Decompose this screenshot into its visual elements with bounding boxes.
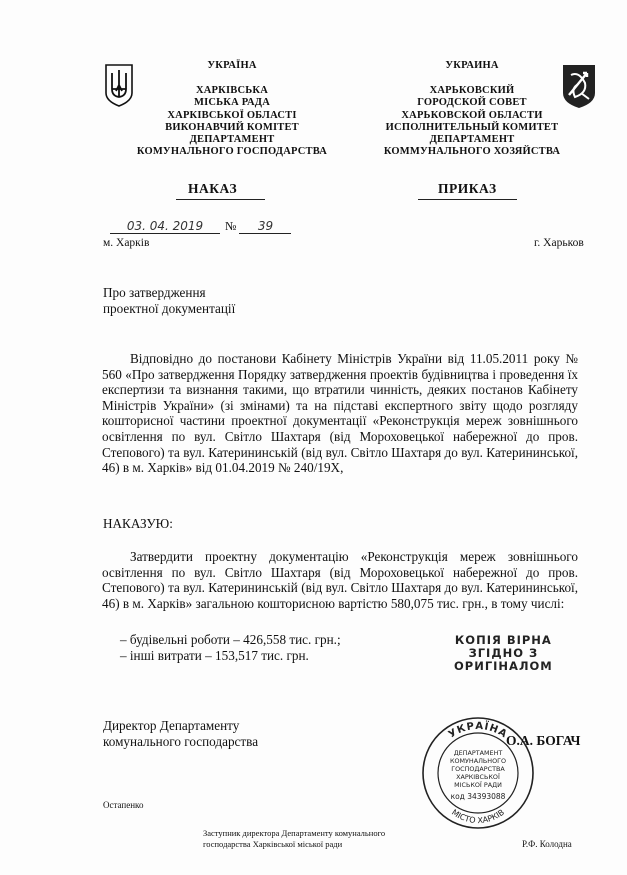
- signature-position-line: комунального господарства: [103, 734, 259, 749]
- doc-title-ru: ПРИКАЗ: [418, 181, 517, 200]
- city-ua: м. Харків: [103, 237, 150, 249]
- seal-ring-top: УКРАЇНА: [446, 720, 510, 741]
- seal-code: код 34393088: [450, 792, 506, 801]
- seal-center-line: ДЕПАРТАМЕНТ: [453, 749, 503, 757]
- seal-center-line: МІСЬКОЇ РАДИ: [454, 781, 502, 789]
- header-ru-line: ДЕПАРТАМЕНТ: [429, 134, 515, 146]
- signature-position-line: Директор Департаменту: [103, 718, 240, 733]
- preamble-paragraph: Відповідно до постанови Кабінету Міністрів України від 11.05.2011 року № 560 «Про затвердження Порядку затвердження проектів будівництва і проведення їх експертизи та визнання такими, що втратили чинність, деяких постанов Кабінету Міністрів України» (зі змінами) та на підставі експертного звіту щодо розгляду кошторисної частини проектної документації «Реконструкція мереж зовнішнього освітлення по вул. Світло Шахтаря (від Мороховецької набережної до пров. Степового) та вул. Катерининській (від вул. Світло Шахтаря до вул. Катерининської, 46) в м. Харків» від 01.04.2019 № 240/19Х,: [102, 351, 578, 476]
- header-ua-line: ДЕПАРТАМЕНТ: [189, 134, 275, 146]
- seal-center-line: КОМУНАЛЬНОГО: [449, 757, 507, 765]
- header-ru-line: ГОРОДСКОЙ СОВЕТ: [417, 97, 527, 109]
- order-date-number: [110, 219, 291, 234]
- command-heading: НАКАЗУЮ:: [103, 516, 173, 531]
- header-ua-line: ХАРКІВСЬКА: [195, 85, 268, 97]
- list-item: – будівельні роботи – 426,558 тис. грн.;: [120, 632, 341, 647]
- order-date: 03. 04. 2019: [110, 219, 220, 234]
- subject-line: Про затвердження: [103, 285, 206, 300]
- doc-title-ua: НАКАЗ: [176, 181, 265, 200]
- seal-center-line: ГОСПОДАРСТВА: [451, 765, 505, 773]
- header-ua-line: ВИКОНАВЧИЙ КОМІТЕТ: [165, 121, 299, 133]
- signature-position: [103, 718, 258, 750]
- footer-position-line: господарства Харківської міської ради: [203, 839, 343, 849]
- order-number-prefix: №: [225, 219, 237, 233]
- header-ua-line: УКРАЇНА: [207, 60, 257, 71]
- copy-stamp-line: ОРИГІНАЛОМ: [454, 659, 553, 673]
- copy-stamp-line: ЗГІДНО З: [468, 646, 539, 660]
- footer-position: [203, 828, 385, 850]
- svg-text:МІСТО ХАРКІВ: [450, 808, 506, 825]
- header-ua-line: ХАРКІВСЬКОЇ ОБЛАСТІ: [167, 109, 297, 121]
- executor-name: Остапенко: [103, 800, 144, 810]
- seal-ring-bottom: МІСТО ХАРКІВ: [450, 807, 506, 826]
- order-number: 39: [239, 219, 291, 234]
- header-ru: [372, 60, 572, 158]
- cost-items-list: [120, 632, 341, 664]
- header-ru-line: КОММУНАЛЬНОГО ХОЗЯЙСТВА: [383, 146, 561, 158]
- subject-line: проектної документації: [103, 301, 236, 316]
- city-ru: г. Харьков: [534, 237, 584, 249]
- signatory-name: О.А. БОГАЧ: [506, 733, 581, 748]
- order-subject: [103, 285, 235, 317]
- seal-center-line: ХАРКІВСЬКОЇ: [456, 773, 500, 781]
- copy-stamp-line: КОПІЯ ВІРНА: [454, 633, 552, 647]
- footer-position-line: Заступник директора Департаменту комунального: [203, 828, 386, 838]
- copy-certified-stamp: [454, 634, 553, 673]
- header-ru-line: ХАРЬКОВСКИЙ: [429, 85, 515, 97]
- header-ua-line: КОМУНАЛЬНОГО ГОСПОДАРСТВА: [136, 146, 328, 158]
- list-item: – інші витрати – 153,517 тис. грн.: [120, 648, 309, 663]
- header-ua: [132, 60, 332, 158]
- header-ru-line: ХАРЬКОВСКОЙ ОБЛАСТИ: [401, 109, 543, 121]
- header-ru-line: ИСПОЛНИТЕЛЬНЫЙ КОМИТЕТ: [385, 121, 559, 133]
- footer-name: Р.Ф. Колодна: [522, 839, 572, 849]
- approve-paragraph: Затвердити проектну документацію «Реконструкція мереж зовнішнього освітлення по вул. Світло Шахтаря (від Мороховецької набережної до пров. Степового) та вул. Катерининській (від вул. Світло Шахтаря до вул. Катерининської, 46) в м. Харків» загальною кошторисною вартістю 580,075 тис. грн., в тому числі:: [102, 549, 578, 611]
- header-ru-line: УКРАИНА: [445, 60, 499, 71]
- trident-icon: [104, 63, 134, 107]
- header-ua-line: МІСЬКА РАДА: [193, 97, 270, 109]
